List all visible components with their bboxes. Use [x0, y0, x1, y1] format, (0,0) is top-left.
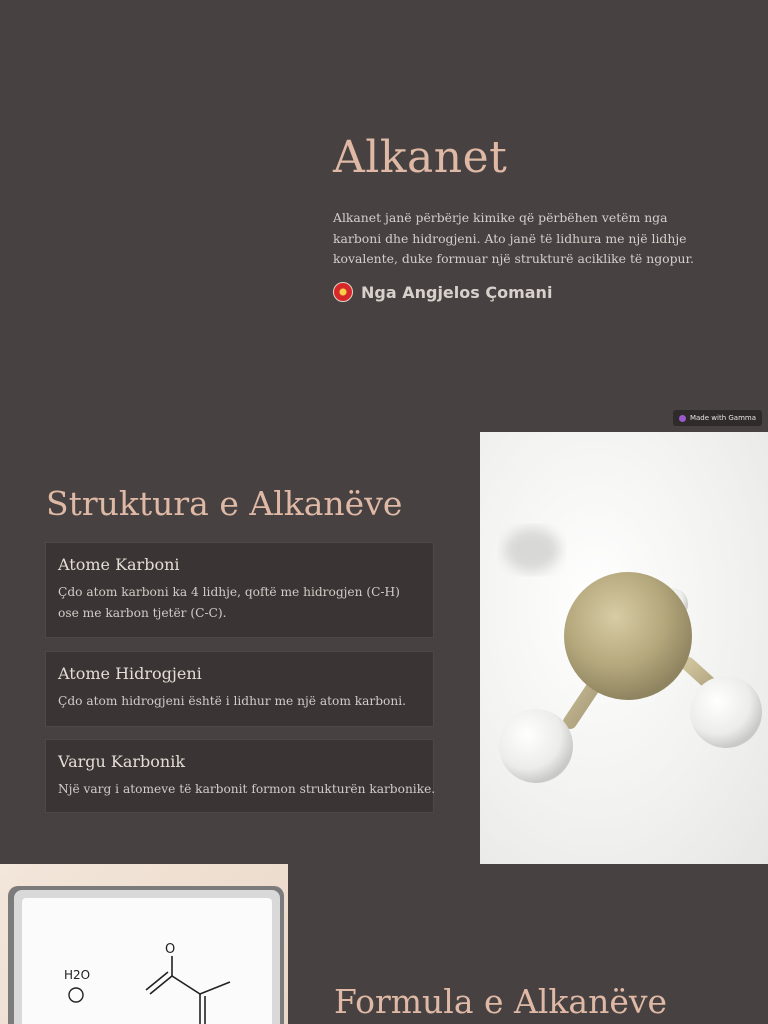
hero-section — [0, 0, 768, 432]
formula-title: Formula e Alkanëve — [334, 982, 668, 1021]
oxygen-label: O — [165, 942, 176, 957]
molecule-image — [480, 432, 768, 864]
card-title: Vargu Karbonik — [58, 752, 186, 771]
card-title: Atome Karboni — [58, 555, 180, 574]
author-avatar — [333, 282, 353, 302]
h2o-label: H2O — [64, 968, 91, 982]
hero-description: Alkanet janë përbërje kimike që përbëhen vetëm nga karboni dhe hidrogjeni. Ato janë të lidhura me një lidhje kovalente, duke formuar një strukturë aciklike të ngopur. — [333, 210, 694, 266]
card-title: Atome Hidrogjeni — [58, 664, 202, 683]
author-byline — [333, 282, 552, 302]
whiteboard-surface — [22, 898, 272, 1024]
card-carbon-chain — [45, 739, 434, 813]
blurred-atom — [504, 528, 560, 572]
made-with-gamma-badge[interactable] — [673, 410, 762, 426]
card-carbon-atoms — [45, 542, 434, 638]
whiteboard-illustration — [0, 864, 288, 1024]
carbon-atom — [564, 572, 692, 700]
page-title: Alkanet — [333, 132, 508, 183]
structure-title: Struktura e Alkanëve — [46, 484, 403, 523]
hydrogen-atom — [499, 709, 573, 783]
molecule-illustration — [480, 432, 768, 864]
card-text: Çdo atom karboni ka 4 lidhje, qoftë me hidrogjen (C-H) ose me karbon tjetër (C-C). — [58, 585, 400, 620]
author-name: Nga Angjelos Çomani — [361, 282, 553, 302]
structure-section — [0, 432, 768, 864]
whiteboard-image — [0, 864, 288, 1024]
card-text: Çdo atom hidrogjeni është i lidhur me një atom karboni. — [58, 694, 406, 708]
hydrogen-atom — [690, 676, 762, 748]
card-hydrogen-atoms — [45, 651, 434, 727]
card-text: Një varg i atomeve të karbonit formon strukturën karbonike. — [58, 782, 436, 796]
formula-section — [0, 864, 768, 1024]
badge-label: Made with Gamma — [689, 414, 756, 422]
gamma-logo-icon — [679, 415, 686, 422]
